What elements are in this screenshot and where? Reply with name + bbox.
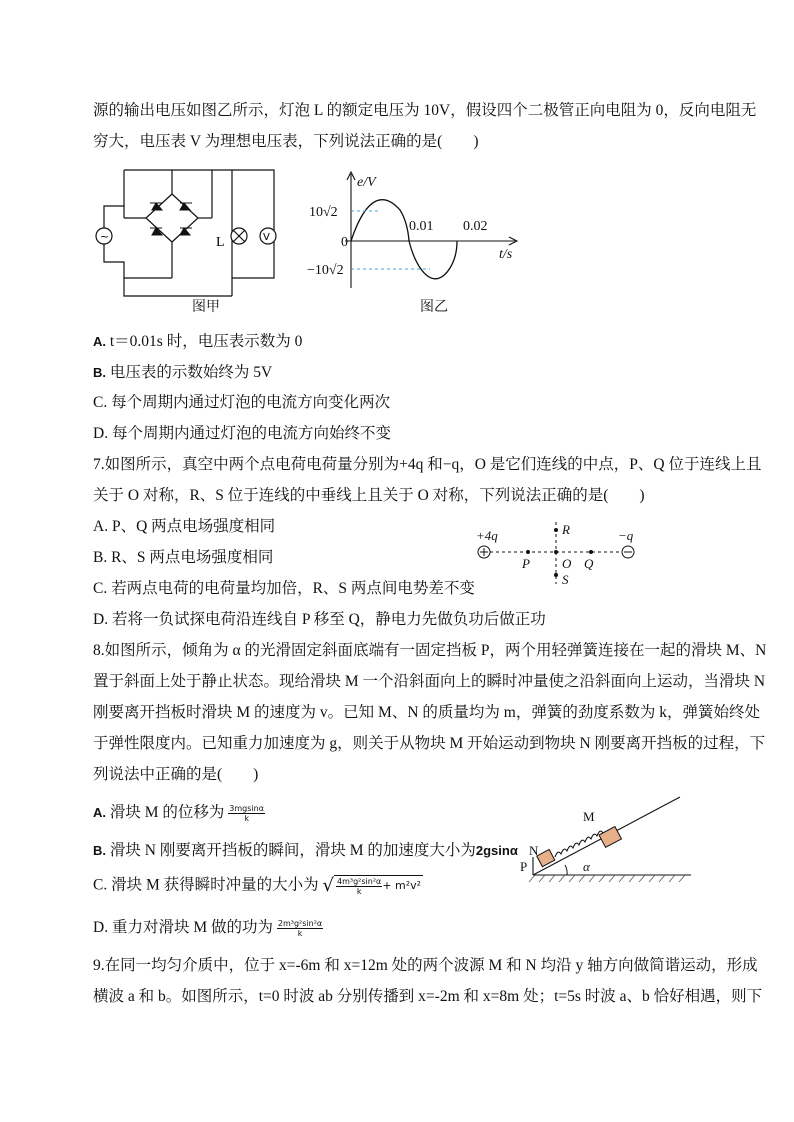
q8-option-c — [93, 875, 423, 897]
q7-option-d: D. 若将一负试探电荷沿连线自 P 移至 Q，静电力先做负功后做正功 — [93, 611, 546, 628]
fraction — [228, 804, 265, 823]
fig-yi-caption: 图乙 — [420, 300, 448, 315]
q9-stem-line1: 9.在同一均匀介质中，位于 x=-6m 和 x=12m 处的两个波源 M 和 N 均沿 y 轴方向做简谐运动，形成 — [93, 957, 758, 974]
option-letter: B. — [93, 843, 106, 858]
point-s-label: S — [562, 572, 569, 587]
q8-option-d — [93, 918, 323, 938]
q7-stem-line2: 关于 O 对称，R、S 位于连线的中垂线上且关于 O 对称，下列说法正确的是( ) — [93, 487, 645, 504]
q8-stem-line4: 于弹性限度内。已知重力加速度为 g，则关于从物块 M 开始运动到物块 N 刚要离开挡板的过程，下 — [93, 735, 766, 752]
voltmeter-label: V — [263, 232, 270, 243]
fig-jia-caption: 图甲 — [192, 300, 220, 315]
option-text: 滑块 M 的位移为 — [106, 804, 225, 821]
option-text: 每个周期内通过灯泡的电流方向始终不变 — [108, 425, 391, 442]
option-letter: C. — [93, 394, 108, 411]
option-text: t＝0.01s 时，电压表示数为 0 — [106, 333, 303, 350]
graph-y-bottom: −10√2 — [307, 263, 344, 278]
graph-y-top: 10√2 — [309, 205, 338, 220]
fraction-numerator: 4m³g²sin²α — [336, 876, 382, 886]
point-r-label: R — [562, 522, 570, 537]
fraction — [336, 877, 382, 896]
charge-plus-label: +4q — [476, 528, 498, 543]
fraction-numerator: 2m³g²sin²α — [277, 918, 323, 928]
graph-y-label: e/V — [357, 175, 376, 190]
sqrt-tail: + m²v² — [382, 879, 422, 892]
q8-stem-line1: 8.如图所示，倾角为 α 的光滑固定斜面底端有一固定挡板 P，两个用轻弹簧连接在一起的滑块 M、N — [93, 642, 767, 659]
charge-minus-label: −q — [618, 528, 634, 543]
plate-p-label: P — [520, 859, 528, 874]
option-letter: D. — [93, 425, 109, 442]
fraction-numerator: 3mgsinα — [229, 803, 264, 813]
q8-stem-line2: 置于斜面上处于静止状态。现给滑块 M 一个沿斜面向上的瞬时冲量使之沿斜面向上运动，当滑块 N — [93, 673, 766, 690]
q8-option-a — [93, 803, 265, 823]
q6-stem-line2: 穷大，电压表 V 为理想电压表，下列说法正确的是( ) — [93, 133, 479, 150]
fraction-denominator: k — [297, 928, 303, 938]
fraction-denominator: k — [356, 886, 362, 896]
point-p-label: P — [522, 556, 530, 571]
option-text: D. 重力对滑块 M 做的功为 — [93, 919, 273, 936]
point-q-label: Q — [584, 556, 594, 571]
q7-option-c: C. 若两点电荷的电荷量均加倍，R、S 两点间电势差不变 — [93, 580, 475, 597]
circuit-diagram — [92, 166, 292, 302]
fraction — [277, 919, 323, 938]
option-letter: B. — [93, 365, 106, 380]
q9-stem-line2: 横波 a 和 b。如图所示，t=0 时波 ab 分别传播到 x=-2m 和 x=8m 处；t=5s 时波 a、b 恰好相遇，则下 — [93, 988, 763, 1005]
sqrt-expression: √ $\frac{\text{4m³g²sin²α}}{k}$ + m²v² — [322, 874, 422, 896]
graph-tick-002: 0.02 — [463, 219, 488, 234]
accel-value: 2gsinα — [475, 843, 518, 858]
graph-tick-001: 0.01 — [409, 219, 434, 234]
incline-diagram — [515, 795, 695, 885]
q6-option-b — [93, 363, 272, 383]
graph-x-label: t/s — [499, 247, 513, 262]
option-text: 滑块 N 刚要离开挡板的瞬间，滑块 M 的加速度大小为 — [106, 842, 476, 859]
option-letter: A. — [93, 334, 106, 349]
q8-option-b — [93, 841, 518, 861]
ac-source-label: ~ — [100, 230, 110, 243]
voltage-graph — [305, 168, 520, 293]
option-letter: A. — [93, 805, 106, 820]
q6-option-a — [93, 332, 302, 352]
point-o-label: O — [562, 556, 572, 571]
charges-diagram — [470, 518, 645, 590]
q8-stem-line5: 列说法中正确的是( ) — [93, 766, 259, 783]
fraction-denominator: k — [244, 813, 249, 823]
q6-option-d — [93, 424, 391, 444]
option-text: 每个周期内通过灯泡的电流方向变化两次 — [107, 394, 391, 411]
block-n-label: N — [529, 843, 539, 858]
q6-stem-line1: 源的输出电压如图乙所示，灯泡 L 的额定电压为 10V，假设四个二极管正向电阻为 0，反向电阻无 — [93, 102, 757, 119]
lamp-label: L — [216, 235, 225, 250]
q7-option-a: A. P、Q 两点电场强度相同 — [93, 518, 276, 535]
q6-option-c — [93, 393, 390, 413]
angle-alpha-label: α — [583, 859, 590, 874]
q7-stem-line1: 7.如图所示，真空中两个点电荷电荷量分别为+4q 和−q，O 是它们连线的中点，P、Q 位于连线上且 — [93, 456, 762, 473]
block-m-label: M — [583, 809, 595, 824]
option-text: 电压表的示数始终为 5V — [106, 364, 273, 381]
q8-stem-line3: 刚要离开挡板时滑块 M 的速度为 v。已知 M、N 的质量均为 m，弹簧的劲度系数为 k，弹簧始终处 — [93, 704, 760, 721]
graph-origin: 0 — [341, 235, 348, 250]
option-text: C. 滑块 M 获得瞬时冲量的大小为 — [93, 876, 319, 894]
q7-option-b: B. R、S 两点电场强度相同 — [93, 549, 274, 566]
